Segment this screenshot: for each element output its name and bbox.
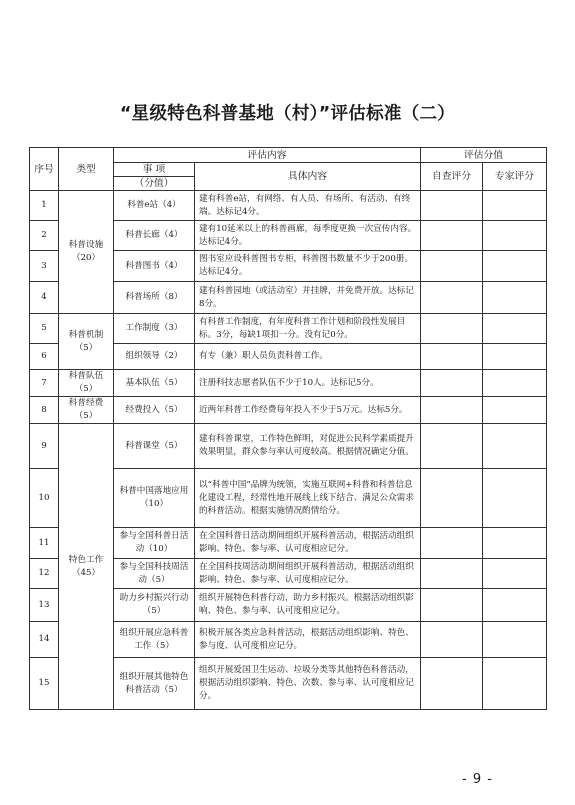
item-cell: 科普中国落地应用（10）: [114, 469, 195, 528]
detail-cell: 图书室应设科普图书专柜，科普图书数量不少于200册。达标记4分。: [195, 251, 421, 282]
header-type: 类型: [59, 148, 114, 191]
detail-cell: 近两年科普工作经费每年投入不少于5万元。达标5分。: [195, 397, 421, 424]
item-cell: 组织领导（2）: [114, 344, 195, 370]
row-number: 5: [30, 314, 59, 344]
self-score-cell[interactable]: [421, 344, 483, 370]
table-row: [30, 370, 547, 397]
detail-cell: 在全国科普日活动期间组织开展科普活动，根据活动组织影响、特色、参与率、认可度相应记分。: [195, 528, 421, 559]
row-number: 10: [30, 469, 59, 528]
table-row: [30, 314, 547, 344]
header-seq: 序号: [30, 148, 59, 191]
page-number: - 9 -: [462, 772, 493, 787]
expert-score-cell[interactable]: [483, 424, 547, 469]
item-cell: 科普课堂（5）: [114, 424, 195, 469]
header-detail: 具体内容: [195, 163, 421, 191]
expert-score-cell[interactable]: [483, 314, 547, 344]
item-cell: 助力乡村振兴行动（5）: [114, 589, 195, 622]
item-cell: 科普场所（8）: [114, 282, 195, 314]
row-number: 6: [30, 344, 59, 370]
expert-score-cell[interactable]: [483, 282, 547, 314]
page-title: “星级特色科普基地（村）”评估标准（二）: [119, 104, 456, 124]
detail-cell: 建有10延米以上的科普画廊，每季度更换一次宣传内容。达标记4分。: [195, 221, 421, 251]
table-row: [30, 397, 547, 424]
detail-cell: 在全国科技周活动期间组织开展科普活动，根据活动组织影响、特色、参与率、认可度相应记分。: [195, 559, 421, 589]
self-score-cell[interactable]: [421, 424, 483, 469]
category-cell: 科普经费（5）: [59, 397, 114, 424]
category-cell: 科普队伍（5）: [59, 370, 114, 397]
self-score-cell[interactable]: [421, 469, 483, 528]
category-cell: 科普机制（5）: [59, 314, 114, 370]
category-cell: 特色工作（45）: [59, 424, 114, 710]
detail-cell: 注册科技志愿者队伍不少于10人。达标记5分。: [195, 370, 421, 397]
evaluation-table: [29, 147, 547, 710]
item-cell: 参与全国科普日活动（10）: [114, 528, 195, 559]
row-number: 1: [30, 191, 59, 221]
header-eval-content: 评估内容: [114, 148, 421, 163]
item-cell: 经费投入（5）: [114, 397, 195, 424]
self-score-cell[interactable]: [421, 370, 483, 397]
header-row-1: [30, 148, 547, 163]
row-number: 2: [30, 221, 59, 251]
self-score-cell[interactable]: [421, 251, 483, 282]
row-number: 3: [30, 251, 59, 282]
item-cell: 参与全国科技周活动（5）: [114, 559, 195, 589]
detail-cell: 组织开展特色科普行动，助力乡村振兴。根据活动组织影响、特色、参与率、认可度相应记分。: [195, 589, 421, 622]
expert-score-cell[interactable]: [483, 370, 547, 397]
expert-score-cell[interactable]: [483, 191, 547, 221]
row-number: 14: [30, 622, 59, 658]
expert-score-cell[interactable]: [483, 469, 547, 528]
item-cell: 科普长廊（4）: [114, 221, 195, 251]
expert-score-cell[interactable]: [483, 589, 547, 622]
header-score: 评估分值: [421, 148, 547, 163]
row-number: 8: [30, 397, 59, 424]
expert-score-cell[interactable]: [483, 221, 547, 251]
self-score-cell[interactable]: [421, 191, 483, 221]
header-expert-score: 专家评分: [483, 163, 547, 191]
detail-cell: 有专（兼）职人员负责科普工作。: [195, 344, 421, 370]
item-cell: 工作制度（3）: [114, 314, 195, 344]
header-self-score: 自查评分: [421, 163, 483, 191]
row-number: 11: [30, 528, 59, 559]
detail-cell: 建有科普e站，有网络、有人员、有场所、有活动、有终端。达标记4分。: [195, 191, 421, 221]
self-score-cell[interactable]: [421, 528, 483, 559]
category-cell: 科普设施（20）: [59, 191, 114, 314]
item-cell: 科普图书（4）: [114, 251, 195, 282]
expert-score-cell[interactable]: [483, 251, 547, 282]
expert-score-cell[interactable]: [483, 658, 547, 710]
detail-cell: 积极开展各类应急科普活动，根据活动组织影响、特色、参与度、认可度相应记分。: [195, 622, 421, 658]
item-cell: 科普e站（4）: [114, 191, 195, 221]
expert-score-cell[interactable]: [483, 397, 547, 424]
item-cell: 基本队伍（5）: [114, 370, 195, 397]
item-cell: 组织开展应急科普工作（5）: [114, 622, 195, 658]
item-cell: 组织开展其他特色科普活动（5）: [114, 658, 195, 710]
detail-cell: 有科普工作制度，有年度科普工作计划和阶段性发展目标。3分，每缺1项扣一分。没有记0分。: [195, 314, 421, 344]
detail-cell: 以“科普中国”品牌为统领，实施互联网+科普和科普信息化建设工程，经常性地开展线上线下结合、满足公众需求的科普活动。根据实施情况酌情给分。: [195, 469, 421, 528]
self-score-cell[interactable]: [421, 559, 483, 589]
self-score-cell[interactable]: [421, 397, 483, 424]
row-number: 4: [30, 282, 59, 314]
row-number: 9: [30, 424, 59, 469]
self-score-cell[interactable]: [421, 622, 483, 658]
expert-score-cell[interactable]: [483, 528, 547, 559]
expert-score-cell[interactable]: [483, 344, 547, 370]
row-number: 12: [30, 559, 59, 589]
self-score-cell[interactable]: [421, 221, 483, 251]
detail-cell: 建有科普课堂，工作特色鲜明，对促进公民科学素质提升效果明显，群众参与率认可度较高。根据情况确定分值。: [195, 424, 421, 469]
self-score-cell[interactable]: [421, 314, 483, 344]
header-item: 事 项: [114, 163, 195, 177]
header-item-sub: （分值）: [114, 177, 195, 191]
expert-score-cell[interactable]: [483, 622, 547, 658]
table-row: [30, 191, 547, 221]
detail-cell: 组织开展爱国卫生运动、垃圾分类等其他特色科普活动，根据活动组织影响、特色、次数、参与率、认可度相应记分。: [195, 658, 421, 710]
detail-cell: 建有科普园地（或活动室）并挂牌，并免费开放。达标记8分。: [195, 282, 421, 314]
row-number: 13: [30, 589, 59, 622]
expert-score-cell[interactable]: [483, 559, 547, 589]
row-number: 15: [30, 658, 59, 710]
self-score-cell[interactable]: [421, 658, 483, 710]
self-score-cell[interactable]: [421, 589, 483, 622]
self-score-cell[interactable]: [421, 282, 483, 314]
row-number: 7: [30, 370, 59, 397]
table-row: [30, 424, 547, 469]
